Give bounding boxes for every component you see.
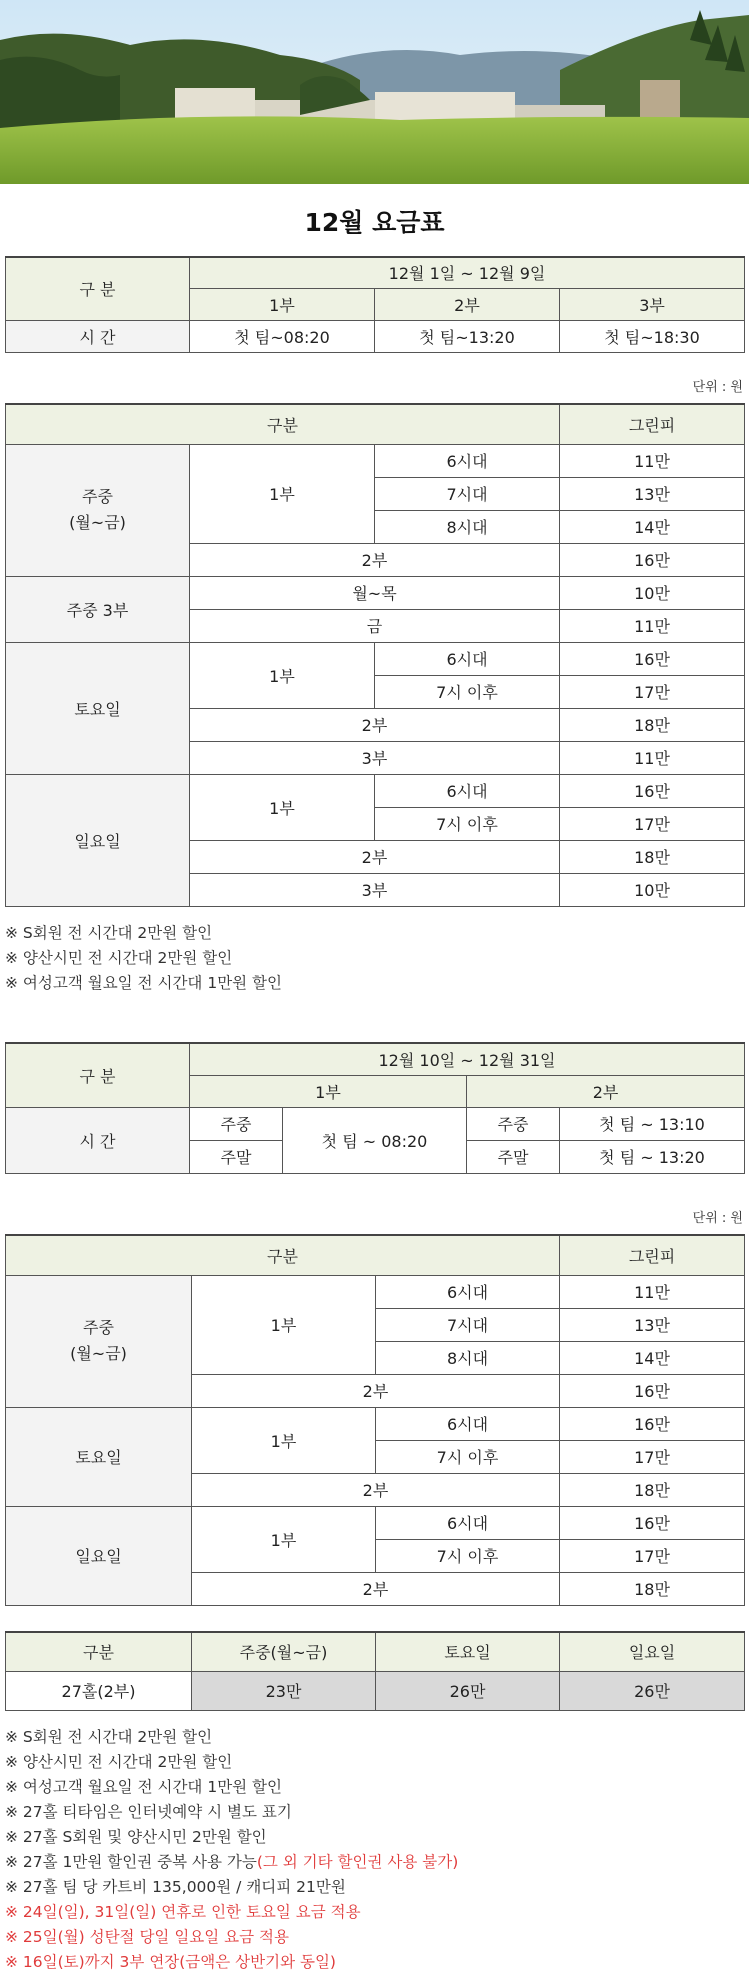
- fee2-saturday-part1: 1부: [192, 1407, 376, 1473]
- holes27-sunday-fee: 26만: [560, 1671, 745, 1710]
- fee2-saturday-fee-7: 17만: [560, 1440, 745, 1473]
- fee1-weekday-time-8: 8시대: [375, 510, 560, 543]
- fee1-weekday-fee-6: 11만: [560, 444, 745, 477]
- fee-table-2: [5, 1234, 745, 1606]
- period1-time-2: 첫 팀~13:20: [375, 320, 560, 352]
- note-item: ※ 25일(월) 성탄절 당일 일요일 요금 적용: [5, 1928, 289, 1946]
- period2-part2-weekday-time: 첫 팀 ~ 13:10: [560, 1107, 745, 1140]
- fee1-saturday-part2: 2부: [190, 708, 560, 741]
- fee1-weekday3-label: 주중 3부: [6, 576, 190, 642]
- note-item: ※ 27홀 1만원 할인권 중복 사용 가능(그 외 기타 할인권 사용 불가): [5, 1853, 459, 1871]
- fee1-saturday-fee-7: 17만: [560, 675, 745, 708]
- fee2-weekday-label: 주중 (월~금): [6, 1275, 192, 1407]
- fee1-sunday-label: 일요일: [6, 774, 190, 906]
- fee1-sunday-part3-fee: 10만: [560, 873, 745, 906]
- fee1-weekday-part2-fee: 16만: [560, 543, 745, 576]
- unit-label-2: 단위 : 원: [692, 1211, 743, 1226]
- period1-part-1: 1부: [190, 288, 375, 320]
- note-item: ※ 16일(토)까지 3부 연장(금액은 상반기와 동일): [5, 1953, 336, 1971]
- fee1-sunday-part2-fee: 18만: [560, 840, 745, 873]
- period2-part2-weekday: 주중: [467, 1107, 560, 1140]
- period2-header-label: 구 분: [6, 1043, 190, 1107]
- fee1-weekday3-fri: 금: [190, 609, 560, 642]
- fee1-saturday-part3-fee: 11만: [560, 741, 745, 774]
- holes27-col-saturday: 토요일: [376, 1632, 560, 1671]
- fee1-saturday-part1: 1부: [190, 642, 375, 708]
- period2-part1-weekday: 주중: [190, 1107, 283, 1140]
- fee2-weekday-part1: 1부: [192, 1275, 376, 1374]
- fee1-saturday-part2-fee: 18만: [560, 708, 745, 741]
- fee1-weekday3-fri-fee: 11만: [560, 609, 745, 642]
- period2-part-2: 2부: [467, 1075, 745, 1107]
- fee2-sunday-fee-6: 16만: [560, 1506, 745, 1539]
- fee2-sunday-label: 일요일: [6, 1506, 192, 1605]
- fee2-saturday-time-6: 6시대: [376, 1407, 560, 1440]
- fee1-weekday-time-6: 6시대: [375, 444, 560, 477]
- period2-time-table: [5, 1042, 745, 1174]
- fee1-sunday-fee-7: 17만: [560, 807, 745, 840]
- fee1-weekday3-mon-thu: 월~목: [190, 576, 560, 609]
- period1-time-1: 첫 팀~08:20: [190, 320, 375, 352]
- period2-part-1: 1부: [190, 1075, 467, 1107]
- fee1-sunday-part2: 2부: [190, 840, 560, 873]
- period2-part2-weekend-time: 첫 팀 ~ 13:20: [560, 1140, 745, 1173]
- fee1-sunday-part3: 3부: [190, 873, 560, 906]
- holes27-saturday-fee: 26만: [376, 1671, 560, 1710]
- fee2-sunday-part2: 2부: [192, 1572, 560, 1605]
- fee2-sunday-time-7: 7시 이후: [376, 1539, 560, 1572]
- holes27-label: 27홀(2부): [6, 1671, 192, 1710]
- fee2-sunday-time-6: 6시대: [376, 1506, 560, 1539]
- fee1-weekday-time-7: 7시대: [375, 477, 560, 510]
- period1-time-3: 첫 팀~18:30: [560, 320, 745, 352]
- fee1-saturday-fee-6: 16만: [560, 642, 745, 675]
- fee2-weekday-time-6: 6시대: [376, 1275, 560, 1308]
- fee2-saturday-part2-fee: 18만: [560, 1473, 745, 1506]
- fee2-saturday-fee-6: 16만: [560, 1407, 745, 1440]
- fee2-weekday-time-8: 8시대: [376, 1341, 560, 1374]
- fee1-col-category: 구분: [6, 404, 560, 444]
- notes-1: [5, 921, 282, 996]
- fee2-saturday-part2: 2부: [192, 1473, 560, 1506]
- fee1-sunday-time-7: 7시 이후: [375, 807, 560, 840]
- fee2-col-fee: 그린피: [560, 1235, 745, 1275]
- fee1-weekday-part1: 1부: [190, 444, 375, 543]
- notes-2: [5, 1725, 458, 1975]
- period2-part2-weekend: 주말: [467, 1140, 560, 1173]
- period2-part1-time: 첫 팀 ~ 08:20: [283, 1107, 467, 1173]
- note-item: ※ 27홀 티타임은 인터넷예약 시 별도 표기: [5, 1803, 292, 1821]
- fee1-saturday-time-6: 6시대: [375, 642, 560, 675]
- note-item: ※ S회원 전 시간대 2만원 할인: [5, 924, 213, 942]
- fee2-col-category: 구분: [6, 1235, 560, 1275]
- holes27-col-weekday: 주중(월~금): [192, 1632, 376, 1671]
- fee2-weekday-part2-fee: 16만: [560, 1374, 745, 1407]
- period2-part1-weekend: 주말: [190, 1140, 283, 1173]
- holes27-weekday-fee: 23만: [192, 1671, 376, 1710]
- period2-date-range: 12월 10일 ~ 12월 31일: [190, 1043, 745, 1075]
- note-item: ※ 여성고객 월요일 전 시간대 1만원 할인: [5, 974, 283, 992]
- fee2-weekday-time-7: 7시대: [376, 1308, 560, 1341]
- fee1-col-fee: 그린피: [560, 404, 745, 444]
- note-item: ※ 여성고객 월요일 전 시간대 1만원 할인: [5, 1778, 283, 1796]
- fee-table-1: [5, 403, 745, 907]
- period1-time-table: [5, 256, 745, 353]
- note-item: ※ S회원 전 시간대 2만원 할인: [5, 1728, 213, 1746]
- fee1-weekday-part2: 2부: [190, 543, 560, 576]
- holes27-col-sunday: 일요일: [560, 1632, 745, 1671]
- period2-time-label: 시 간: [6, 1107, 190, 1173]
- fee2-sunday-fee-7: 17만: [560, 1539, 745, 1572]
- fee1-saturday-label: 토요일: [6, 642, 190, 774]
- note-item: ※ 27홀 S회원 및 양산시민 2만원 할인: [5, 1828, 267, 1846]
- note-item: ※ 양산시민 전 시간대 2만원 할인: [5, 1753, 233, 1771]
- period1-time-label: 시 간: [6, 320, 190, 352]
- period1-part-3: 3부: [560, 288, 745, 320]
- fee1-weekday-fee-8: 14만: [560, 510, 745, 543]
- fee1-weekday3-mon-thu-fee: 10만: [560, 576, 745, 609]
- fee2-sunday-part1: 1부: [192, 1506, 376, 1572]
- note-item: ※ 양산시민 전 시간대 2만원 할인: [5, 949, 233, 967]
- fee2-sunday-part2-fee: 18만: [560, 1572, 745, 1605]
- note-item: ※ 27홀 팀 당 카트비 135,000원 / 캐디피 21만원: [5, 1878, 346, 1896]
- fee2-weekday-fee-7: 13만: [560, 1308, 745, 1341]
- fee2-saturday-label: 토요일: [6, 1407, 192, 1506]
- period1-part-2: 2부: [375, 288, 560, 320]
- hero-photo: [0, 0, 749, 184]
- fee1-sunday-time-6: 6시대: [375, 774, 560, 807]
- golf-course-photo: [0, 0, 749, 184]
- holes27-table: [5, 1631, 745, 1711]
- fee1-weekday-fee-7: 13만: [560, 477, 745, 510]
- fee2-weekday-fee-6: 11만: [560, 1275, 745, 1308]
- fee1-weekday-label: 주중 (월~금): [6, 444, 190, 576]
- fee2-saturday-time-7: 7시 이후: [376, 1440, 560, 1473]
- fee2-weekday-part2: 2부: [192, 1374, 560, 1407]
- period1-date-range: 12월 1일 ~ 12월 9일: [190, 257, 745, 288]
- note-item: ※ 24일(일), 31일(일) 연휴로 인한 토요일 요금 적용: [5, 1903, 361, 1921]
- holes27-col-category: 구분: [6, 1632, 192, 1671]
- page-title: 12월 요금표: [304, 208, 445, 237]
- fee1-sunday-part1: 1부: [190, 774, 375, 840]
- fee1-saturday-part3: 3부: [190, 741, 560, 774]
- period1-header-label: 구 분: [6, 257, 190, 320]
- unit-label-1: 단위 : 원: [692, 380, 743, 395]
- fee1-sunday-fee-6: 16만: [560, 774, 745, 807]
- fee2-weekday-fee-8: 14만: [560, 1341, 745, 1374]
- fee1-saturday-time-7: 7시 이후: [375, 675, 560, 708]
